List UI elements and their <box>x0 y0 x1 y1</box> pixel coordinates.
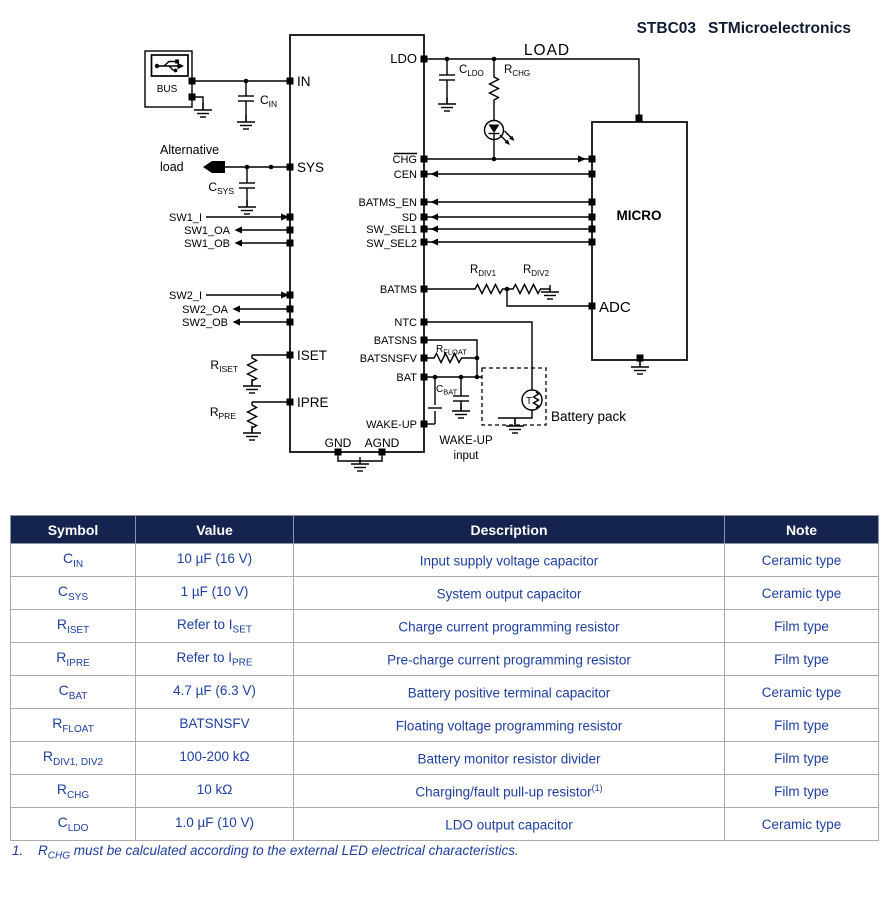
svg-text:IPRE: IPRE <box>297 395 329 410</box>
note-cell: Ceramic type <box>725 577 879 610</box>
cbat-capacitor <box>436 377 470 418</box>
table-row <box>11 577 879 610</box>
description-cell: Battery monitor resistor divider <box>294 742 725 775</box>
cin-capacitor <box>195 79 287 129</box>
note-cell: Ceramic type <box>725 676 879 709</box>
adc-label: ADC <box>599 299 631 316</box>
svg-text:GND: GND <box>324 436 352 450</box>
usb-bus-connector <box>145 51 212 117</box>
symbol-cell: $C_{IN}$ <box>11 544 136 577</box>
table-row <box>11 544 879 577</box>
component-table <box>10 515 879 841</box>
col-header-symbol: Symbol <box>11 516 136 544</box>
svg-text:T: T <box>526 396 533 407</box>
symbol-cell: $R_{FLOAT}$ <box>11 709 136 742</box>
sw2-signals <box>169 290 289 329</box>
svg-text:load: load <box>160 160 184 174</box>
cbat-label: $C_{BAT}$ <box>436 384 458 397</box>
table-row <box>11 643 879 676</box>
symbol-cell: $R_{DIV1, DIV2}$ <box>11 742 136 775</box>
svg-text:SW1_OA: SW1_OA <box>184 225 230 237</box>
symbol-cell: $C_{LDO}$ <box>11 808 136 841</box>
riset-resistor <box>210 355 286 393</box>
sw1-signals <box>169 212 289 250</box>
value-cell: Refer to $I_{SET}$ <box>136 610 294 643</box>
col-header-description: Description <box>294 516 725 544</box>
battery-pack-label: Battery pack <box>551 409 627 424</box>
description-cell: Floating voltage programming resistor <box>294 709 725 742</box>
rdiv1-label: $R_{DIV1}$ <box>469 264 497 278</box>
symbol-cell: $C_{SYS}$ <box>11 577 136 610</box>
alternative-load-tag <box>203 161 225 173</box>
control-signals <box>424 156 589 246</box>
cin-label: $C_{IN}$ <box>260 93 278 109</box>
svg-text:CEN: CEN <box>393 169 417 181</box>
rchg-resistor <box>490 57 531 121</box>
batms-divider <box>424 264 589 306</box>
rpre-label: $R_{PRE}$ <box>209 405 236 421</box>
description-cell: Battery positive terminal capacitor <box>294 676 725 709</box>
svg-text:LDO: LDO <box>390 51 417 66</box>
part-number: STBC03 <box>636 20 696 37</box>
bat-line <box>424 375 482 380</box>
note-cell: Film type <box>725 643 879 676</box>
micro-outline <box>592 122 687 360</box>
load-label: LOAD <box>523 42 571 59</box>
svg-text:SW2_OA: SW2_OA <box>182 304 228 316</box>
value-cell: 10 kΩ <box>136 775 294 808</box>
rdiv2-label: $R_{DIV2}$ <box>522 264 550 278</box>
svg-text:SW1_OB: SW1_OB <box>184 238 230 250</box>
value-cell: 10 µF (16 V) <box>136 544 294 577</box>
col-header-value: Value <box>136 516 294 544</box>
cldo-label: $C_{LDO}$ <box>459 64 484 78</box>
svg-text:SD: SD <box>401 212 417 224</box>
symbol-cell: $R_{ISET}$ <box>11 610 136 643</box>
note-cell: Ceramic type <box>725 544 879 577</box>
svg-text:SW_SEL1: SW_SEL1 <box>366 224 417 236</box>
symbol-cell: $R_{IPRE}$ <box>11 643 136 676</box>
table-row <box>11 709 879 742</box>
note-cell: Film type <box>725 775 879 808</box>
svg-text:SYS: SYS <box>297 160 325 175</box>
note-cell: Film type <box>725 610 879 643</box>
stbc03-ic <box>287 35 428 471</box>
svg-text:SW2_OB: SW2_OB <box>182 317 228 329</box>
battery-pack <box>482 368 626 433</box>
symbol-cell: $C_{BAT}$ <box>11 676 136 709</box>
bus-label: BUS <box>156 84 178 95</box>
svg-text:BAT: BAT <box>396 372 417 384</box>
svg-text:AGND: AGND <box>364 436 400 450</box>
rfloat-resistor <box>424 344 479 363</box>
table-row <box>11 610 879 643</box>
svg-text:IN: IN <box>297 74 311 89</box>
alternative-load-label: Alternative <box>160 143 220 157</box>
svg-text:BATMS: BATMS <box>379 284 417 296</box>
table-row <box>11 676 879 709</box>
micro-block <box>589 115 688 375</box>
description-cell: Charge current programming resistor <box>294 610 725 643</box>
value-cell: 1 µF (10 V) <box>136 577 294 610</box>
description-cell: Pre-charge current programming resistor <box>294 643 725 676</box>
note-cell: Ceramic type <box>725 808 879 841</box>
svg-text:SW1_I: SW1_I <box>168 212 202 224</box>
value-cell: BATSNSFV <box>136 709 294 742</box>
svg-text:NTC: NTC <box>394 317 417 329</box>
table-row <box>11 742 879 775</box>
svg-text:ISET: ISET <box>297 348 328 363</box>
usb-icon <box>152 55 189 76</box>
rfloat-label: $R_{FLOAT}$ <box>436 344 467 357</box>
table-row <box>11 808 879 841</box>
description-cell: Input supply voltage capacitor <box>294 544 725 577</box>
description-cell: LDO output capacitor <box>294 808 725 841</box>
svg-text:BATSNS: BATSNS <box>373 335 417 347</box>
value-cell: 4.7 µF (6.3 V) <box>136 676 294 709</box>
charge-led <box>485 121 515 160</box>
note-cell: Film type <box>725 709 879 742</box>
ldo-rail <box>424 42 639 115</box>
svg-text:BATSNSFV: BATSNSFV <box>359 353 417 365</box>
cldo-capacitor <box>438 57 484 111</box>
csys-capacitor <box>208 167 256 214</box>
table-header-row <box>11 516 879 544</box>
micro-label: MICRO <box>616 208 662 223</box>
table-row <box>11 775 879 808</box>
csys-label: $C_{SYS}$ <box>208 180 234 196</box>
rchg-label: $R_{CHG}$ <box>504 64 531 78</box>
svg-text:input: input <box>453 450 479 462</box>
svg-text:SW_SEL2: SW_SEL2 <box>366 238 417 250</box>
footnote-text: $R_{CHG}$ must be calculated according to the external LED electrical characteristics. <box>38 843 519 862</box>
value-cell: 100-200 kΩ <box>136 742 294 775</box>
footnote-number: 1. <box>12 843 24 858</box>
description-cell: System output capacitor <box>294 577 725 610</box>
col-header-note: Note <box>725 516 879 544</box>
brand-name: STMicroelectronics <box>708 20 851 37</box>
svg-text:WAKE-UP: WAKE-UP <box>439 435 493 447</box>
svg-text:BATMS_EN: BATMS_EN <box>358 197 417 209</box>
ntc-thermistor <box>522 390 542 410</box>
doc-header <box>637 20 851 38</box>
svg-text:SW2_I: SW2_I <box>168 290 202 302</box>
symbol-cell: $R_{CHG}$ <box>11 775 136 808</box>
rpre-resistor <box>210 402 287 440</box>
note-cell: Film type <box>725 742 879 775</box>
chg-pin-label: CHG <box>392 154 417 166</box>
value-cell: Refer to $I_{PRE}$ <box>136 643 294 676</box>
value-cell: 1.0 µF (10 V) <box>136 808 294 841</box>
alternative-load <box>160 143 287 174</box>
footnote <box>12 843 519 862</box>
svg-text:WAKE-UP: WAKE-UP <box>366 419 417 431</box>
description-cell: Charging/fault pull-up resistor$^{(1)}$ <box>294 775 725 808</box>
riset-label: $R_{ISET}$ <box>210 358 238 374</box>
